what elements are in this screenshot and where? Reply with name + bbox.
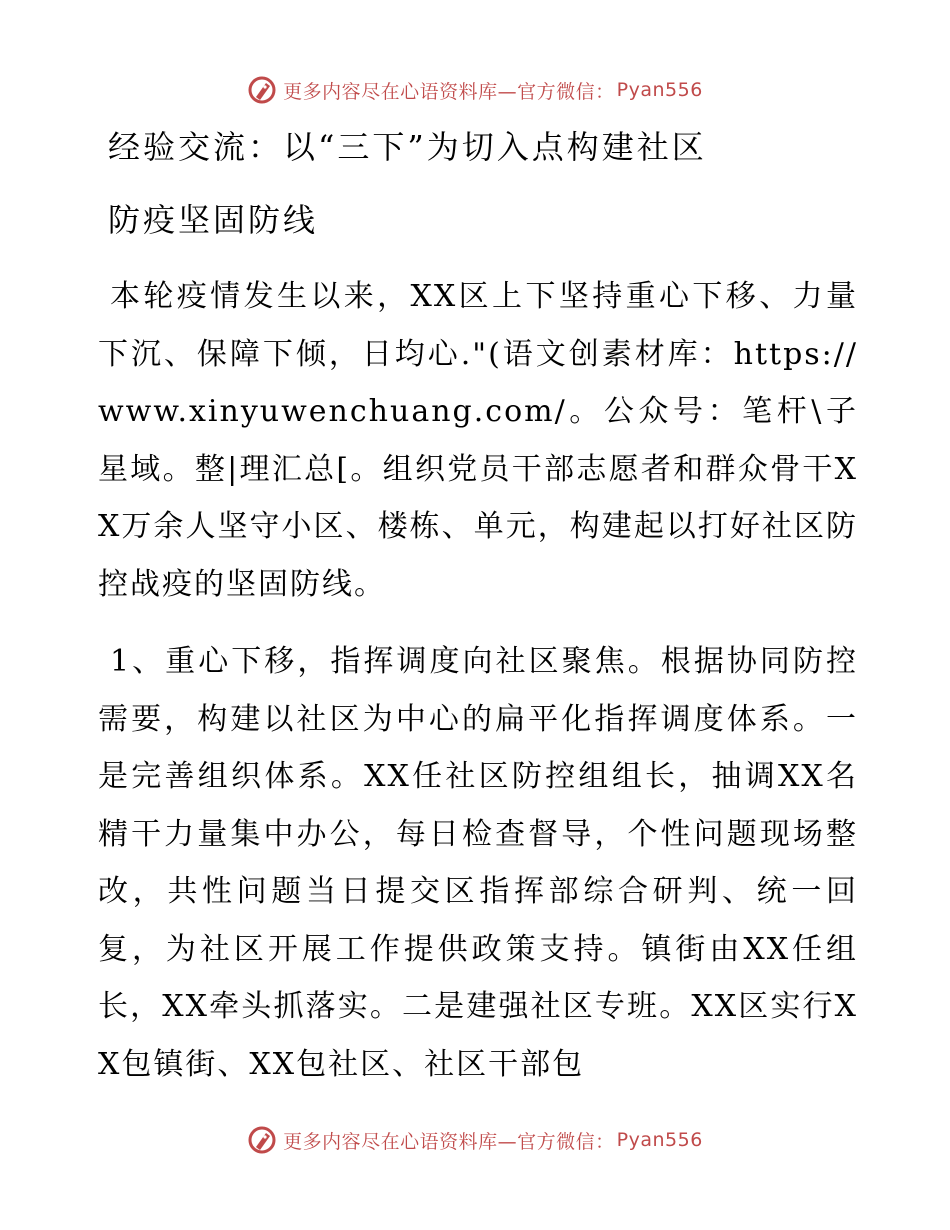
pen-nib-circle-icon: [247, 1125, 277, 1155]
footer-watermark: [0, 1120, 950, 1160]
watermark-account: Pyan556: [616, 1129, 703, 1151]
body-paragraph-2: 1、重心下移，指挥调度向社区聚焦。根据协同防控需要，构建以社区为中心的扁平化指挥调度体系。一是完善组织体系。XX任社区防控组组长，抽调XX名精干力量集中办公，每日检查督导，个性问题现场整改，共性问题当日提交区指挥部综合研判、统一回复，为社区开展工作提供政策支持。镇街由XX任组长，XX牵头抓落实。二是建强社区专班。XX区实行XX包镇街、XX包社区、社区干部包: [98, 644, 858, 1082]
header-watermark: [0, 70, 950, 110]
watermark-account: Pyan556: [616, 79, 703, 101]
document-title-line1: 经验交流：以“三下”为切入点构建社区: [108, 128, 707, 166]
watermark-text: 更多内容尽在心语资料库—官方微信：: [283, 1130, 615, 1153]
watermark-text: 更多内容尽在心语资料库—官方微信：: [283, 80, 615, 103]
pen-nib-circle-icon: [247, 75, 277, 105]
document-title-line2: 防疫坚固防线: [108, 201, 319, 239]
body-paragraph-1: 本轮疫情发生以来，XX区上下坚持重心下移、力量下沉、保障下倾，日均心."(语文创素材库：https://www.xinyuwenchuang.com/。公众号：笔杆\子星域。整|理汇总[。组织党员干部志愿者和群众骨干XX万余人坚守小区、楼栋、单元，构建起以打好社区防控战疫的坚固防线。: [98, 279, 858, 602]
